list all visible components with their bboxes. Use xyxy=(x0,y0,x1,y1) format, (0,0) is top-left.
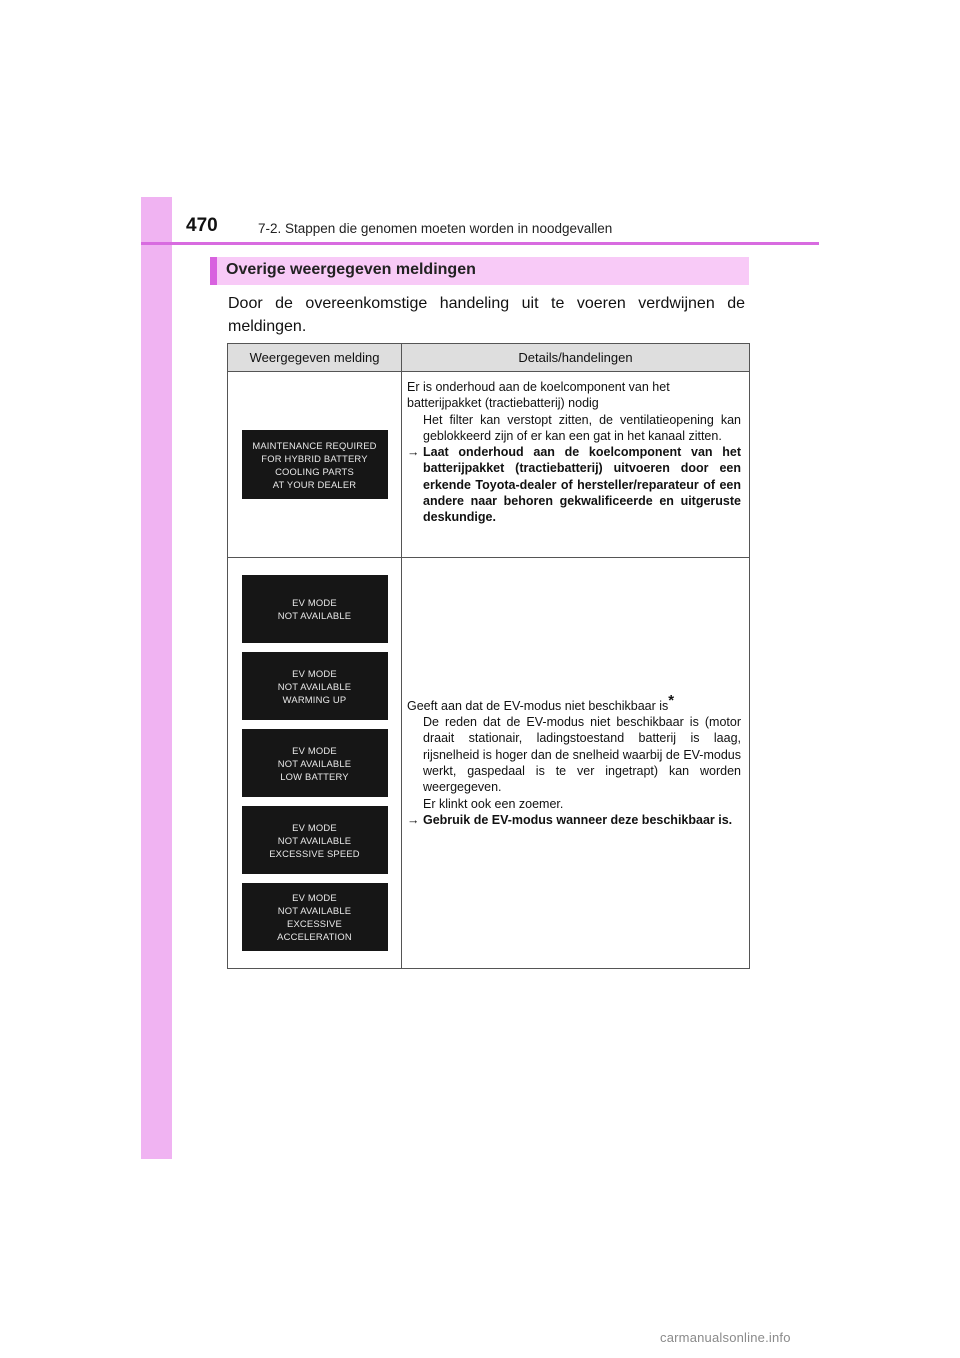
message-display xyxy=(242,652,388,720)
display-line: LOW BATTERY xyxy=(280,770,349,782)
detail-text: Het filter kan verstopt zitten, de ventilatieopening kan geblokkeerd zijn of er kan een gat in het kanaal zitten. xyxy=(423,412,741,443)
display-line: NOT AVAILABLE xyxy=(277,610,352,621)
display-line: NOT AVAILABLE xyxy=(277,905,352,916)
condition-text: Er is onderhoud aan de koelcomponent van het batterijpakket (tractiebatterij) nodig xyxy=(407,380,670,411)
detail-text-buzzer: Er klinkt ook een zoemer. xyxy=(423,796,564,811)
display-line: NOT AVAILABLE xyxy=(277,834,352,846)
intro-paragraph: Door de overeenkomstige handeling uit te voeren verdwijnen de meldingen. xyxy=(228,295,745,335)
display-line: COOLING PARTS xyxy=(275,465,354,477)
table-row xyxy=(228,372,750,558)
display-line: EV MODE xyxy=(292,744,337,756)
action-item xyxy=(407,812,741,828)
display-line: FOR HYBRID BATTERY xyxy=(261,452,368,464)
display-line: NOT AVAILABLE xyxy=(277,680,352,692)
watermark: carmanualsonline.info xyxy=(660,1330,791,1345)
display-image-cell xyxy=(228,558,402,969)
messages-table xyxy=(227,343,750,969)
display-line: EV MODE xyxy=(292,892,337,903)
display-line: NOT AVAILABLE xyxy=(277,757,352,769)
display-line: AT YOUR DEALER xyxy=(272,478,357,490)
header-displayed-message: Weergegeven melding xyxy=(228,344,402,372)
display-line: EV MODE xyxy=(292,667,337,679)
action-item xyxy=(407,444,741,525)
message-display xyxy=(242,806,388,874)
arrow-right-icon: → xyxy=(407,812,420,827)
header-rule xyxy=(141,242,819,245)
table-header-row xyxy=(228,344,750,372)
chapter-title: 7-2. Stappen die genomen moeten worden in noodgevallen xyxy=(258,221,613,236)
display-line: EXCESSIVE SPEED xyxy=(269,847,360,859)
footnote-asterisk: * xyxy=(668,691,675,709)
condition-text-content: Geeft aan dat de EV-modus niet beschikbaar is xyxy=(407,698,669,713)
table-row xyxy=(228,558,750,969)
display-line: MAINTENANCE REQUIRED xyxy=(252,439,377,451)
display-line: EXCESSIVE xyxy=(287,918,342,929)
section-heading xyxy=(210,257,749,285)
chapter-side-tab xyxy=(141,197,172,1159)
display-line: ACCELERATION xyxy=(277,931,352,942)
details-cell xyxy=(402,372,750,558)
action-text: Laat onderhoud aan de koelcomponent van het batterijpakket (tractiebatterij) uitvoeren door een erkende Toyota-dealer of hersteller/reparateur of een andere naar behoren gekwalificeerde en uitgeruste deskundige. xyxy=(423,445,741,525)
display-image-cell xyxy=(228,372,402,558)
detail-text: De reden dat de EV-modus niet beschikbaar is (motor draait stationair, ladingstoestand batterij is laag, rijsnelheid is hoger dan de snelheid waarbij de EV-modus werkt, gaspedaal is te ver ingetrapt) kan worden weergegeven. xyxy=(423,715,741,795)
message-display xyxy=(242,729,388,797)
message-display xyxy=(242,430,388,499)
message-display xyxy=(242,575,388,643)
display-line: WARMING UP xyxy=(282,693,347,705)
details-cell xyxy=(402,558,750,969)
section-heading-text: Overige weergegeven meldingen xyxy=(226,261,476,278)
arrow-right-icon: → xyxy=(407,445,420,460)
display-line: EV MODE xyxy=(292,821,337,833)
header-details: Details/handelingen xyxy=(402,344,750,372)
message-display xyxy=(242,883,388,951)
display-line: EV MODE xyxy=(292,597,337,608)
condition-text xyxy=(407,691,741,714)
action-text: Gebruik de EV-modus wanneer deze beschikbaar is. xyxy=(423,812,733,827)
page-number: 470 xyxy=(186,215,218,236)
